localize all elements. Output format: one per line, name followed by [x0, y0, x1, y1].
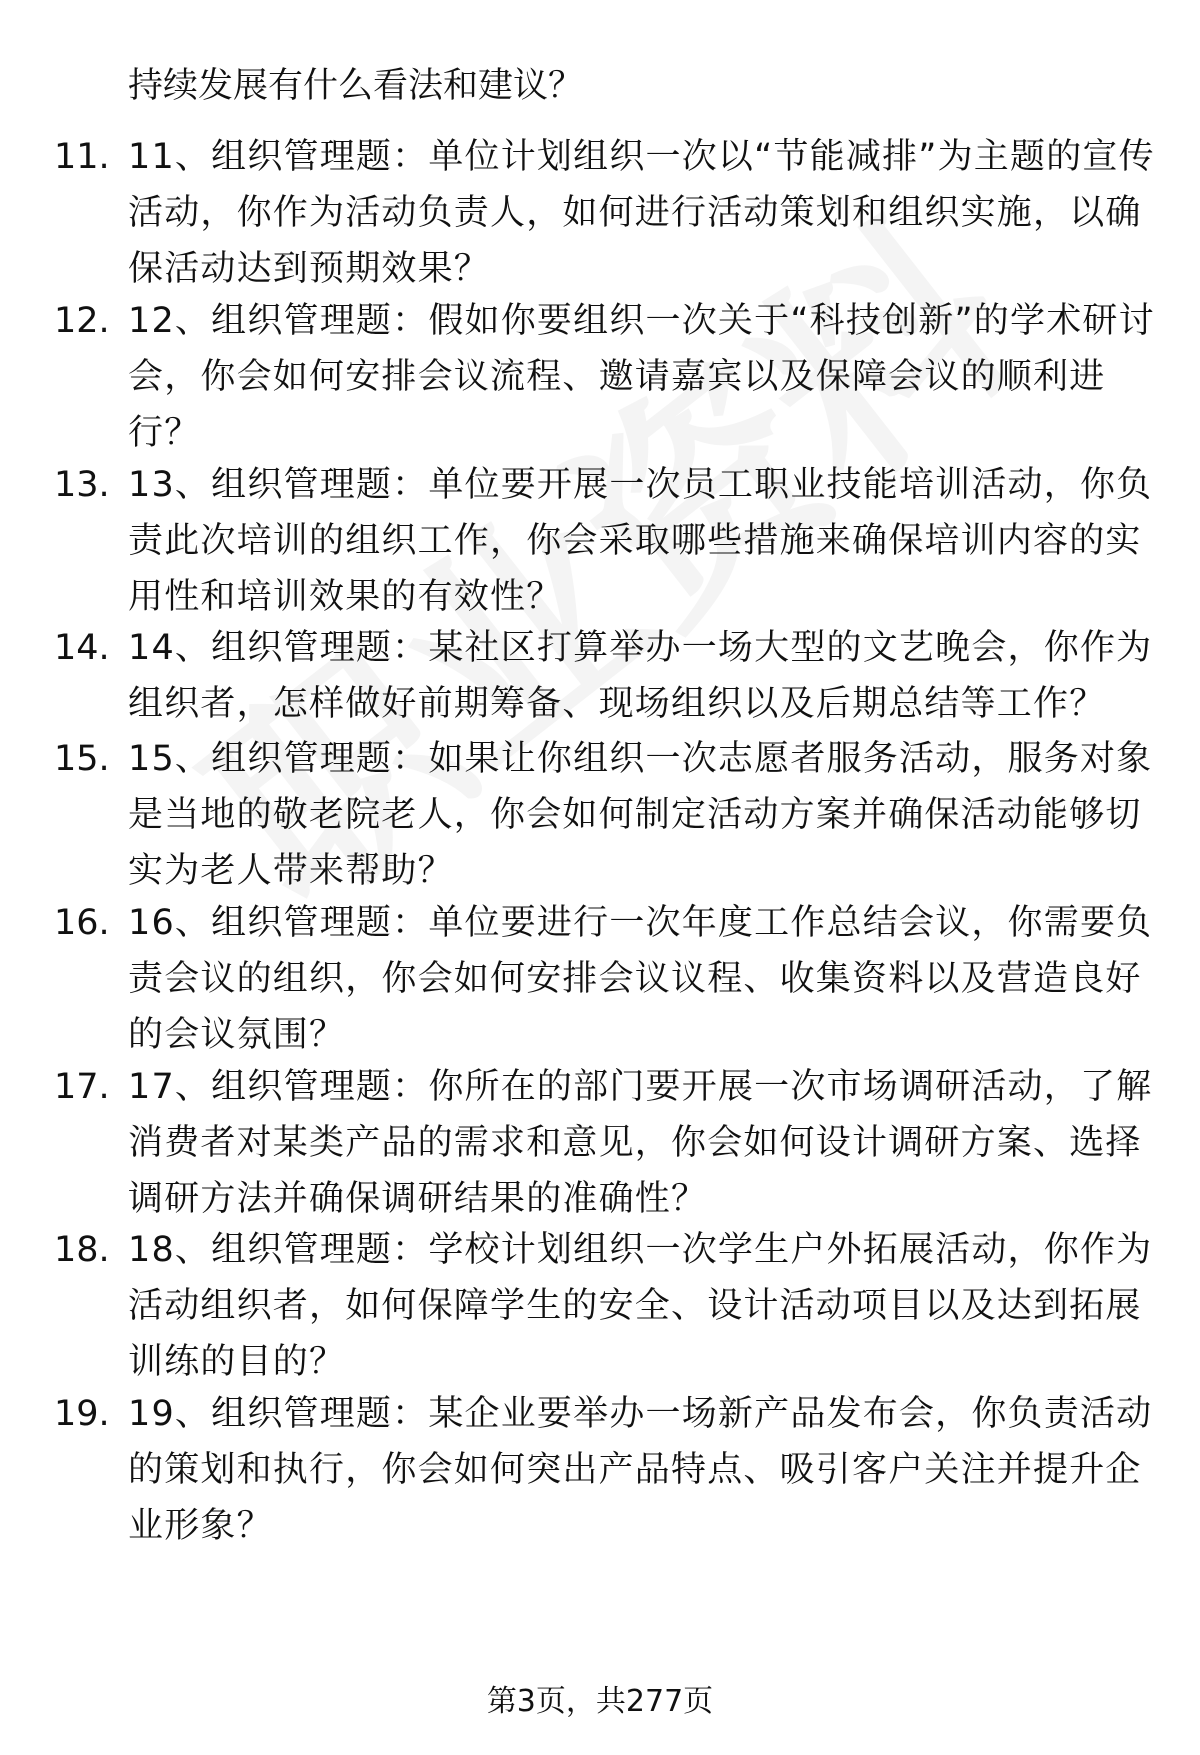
continued-text: 持续发展有什么看法和建议？: [128, 66, 584, 106]
item-text: 19、组织管理题：某企业要举办一场新产品发布会，你负责活动的策划和执行，你会如何突出产品特点、吸引客户关注并提升企业形象？: [128, 1394, 1153, 1546]
item-number: 19.: [54, 1394, 110, 1434]
item-text: 17、组织管理题：你所在的部门要开展一次市场调研活动，了解消费者对某类产品的需求和意见，你会如何设计调研方案、选择调研方法并确保调研结果的准确性？: [128, 1067, 1153, 1219]
item-text: 15、组织管理题：如果让你组织一次志愿者服务活动，服务对象是当地的敬老院老人，你会如何制定活动方案并确保活动能够切实为老人带来帮助？: [128, 739, 1153, 891]
item-number: 13.: [54, 465, 110, 505]
item-text: 12、组织管理题：假如你要组织一次关于“科技创新”的学术研讨会，你会如何安排会议流程、邀请嘉宾以及保障会议的顺利进行？: [128, 301, 1155, 453]
item-number: 16.: [54, 903, 110, 943]
item-number: 14.: [54, 628, 110, 668]
item-text: 16、组织管理题：单位要进行一次年度工作总结会议，你需要负责会议的组织，你会如何安排会议议程、收集资料以及营造良好的会议氛围？: [128, 903, 1153, 1055]
item-number: 17.: [54, 1067, 110, 1107]
item-text: 11、组织管理题：单位计划组织一次以“节能减排”为主题的宣传活动，你作为活动负责人，如何进行活动策划和组织实施，以确保活动达到预期效果？: [128, 137, 1155, 289]
item-number: 12.: [54, 301, 110, 341]
page-number-footer: 第3页，共277页: [486, 1684, 714, 1719]
item-text: 13、组织管理题：单位要开展一次员工职业技能培训活动，你负责此次培训的组织工作，你会采取哪些措施来确保培训内容的实用性和培训效果的有效性？: [128, 465, 1153, 617]
item-number: 15.: [54, 739, 110, 779]
item-text: 14、组织管理题：某社区打算举办一场大型的文艺晚会，你作为组织者，怎样做好前期筹备、现场组织以及后期总结等工作？: [128, 628, 1153, 724]
item-number: 11.: [54, 137, 110, 177]
item-number: 18.: [54, 1230, 110, 1270]
item-text: 18、组织管理题：学校计划组织一次学生户外拓展活动，你作为活动组织者，如何保障学生的安全、设计活动项目以及达到拓展训练的目的？: [128, 1230, 1153, 1382]
